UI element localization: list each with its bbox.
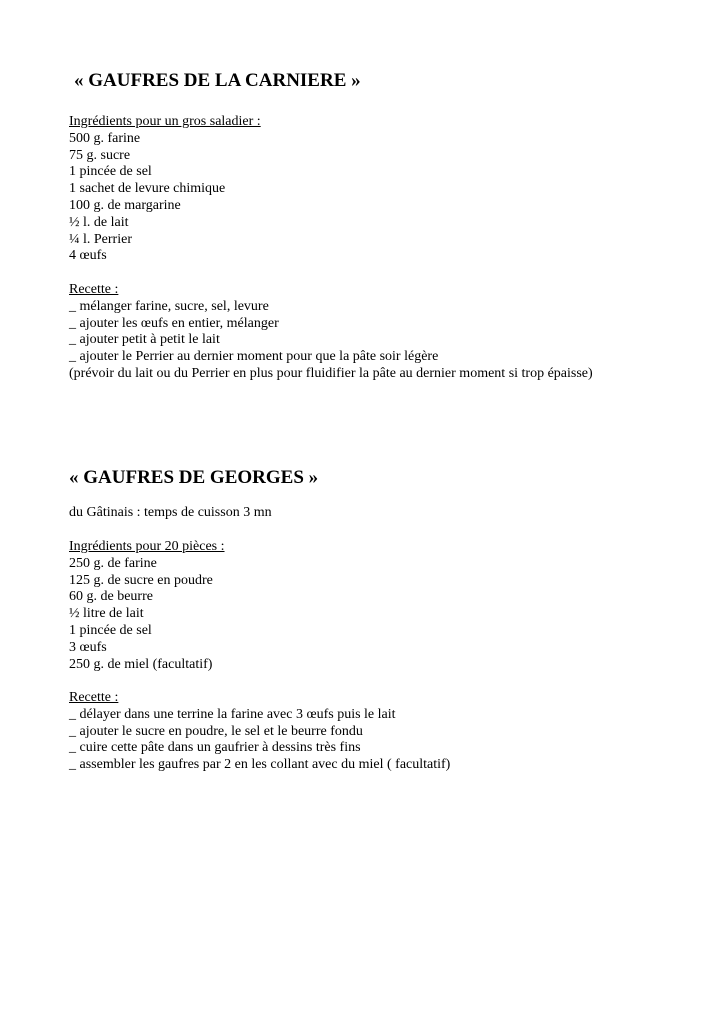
recipe-subtitle-section — [69, 505, 272, 522]
ingredient-item: 1 sachet de levure chimique — [69, 181, 226, 197]
recipe-step: _ ajouter le Perrier au dernier moment pour que la pâte soir légère — [69, 349, 439, 365]
recipe-subtitle: du Gâtinais : temps de cuisson 3 mn — [69, 505, 272, 520]
recipe-step: _ assembler les gaufres par 2 en les collant avec du miel ( facultatif) — [69, 757, 451, 773]
recipe-title: « GAUFRES DE LA CARNIERE » — [74, 70, 361, 91]
ingredient-item: ¼ l. Perrier — [69, 231, 132, 247]
ingredient-item: ½ litre de lait — [69, 606, 144, 622]
ingredient-item: 500 g. farine — [69, 130, 141, 146]
ingredient-item: 75 g. sucre — [69, 147, 131, 163]
ingredient-item: 125 g. de sucre en poudre — [69, 572, 213, 588]
recipe-step: _ mélanger farine, sucre, sel, levure — [69, 298, 269, 314]
ingredient-item: 1 pincée de sel — [69, 164, 152, 180]
ingredient-item: 4 œufs — [69, 248, 107, 264]
recipe-steps-section — [69, 282, 593, 383]
recipe-heading: Recette : — [69, 690, 119, 705]
ingredient-item: 250 g. de farine — [69, 555, 157, 571]
recipe-steps-section — [69, 690, 450, 774]
recipe-step: _ délayer dans une terrine la farine avec 3 œufs puis le lait — [69, 706, 396, 722]
ingredient-item: 100 g. de margarine — [69, 197, 181, 213]
ingredients-heading: Ingrédients pour un gros saladier : — [69, 114, 261, 129]
recipe-note: (prévoir du lait ou du Perrier en plus pour fluidifier la pâte au dernier moment si trop épaisse) — [69, 365, 593, 381]
recipe-step: _ ajouter petit à petit le lait — [69, 332, 220, 348]
ingredients-section — [69, 114, 261, 265]
recipe-title: « GAUFRES DE GEORGES » — [69, 467, 319, 488]
recipe-step: _ ajouter le sucre en poudre, le sel et le beurre fondu — [69, 723, 363, 739]
ingredient-item: ½ l. de lait — [69, 214, 129, 230]
ingredient-item: 1 pincée de sel — [69, 622, 152, 638]
recipe-heading: Recette : — [69, 282, 119, 297]
recipe-step: _ ajouter les œufs en entier, mélanger — [69, 315, 279, 331]
ingredient-item: 3 œufs — [69, 639, 107, 655]
recipe-step: _ cuire cette pâte dans un gaufrier à dessins très fins — [69, 740, 361, 756]
ingredients-section — [69, 539, 225, 673]
ingredients-heading: Ingrédients pour 20 pièces : — [69, 539, 225, 554]
ingredient-item: 250 g. de miel (facultatif) — [69, 656, 213, 672]
ingredient-item: 60 g. de beurre — [69, 589, 153, 605]
